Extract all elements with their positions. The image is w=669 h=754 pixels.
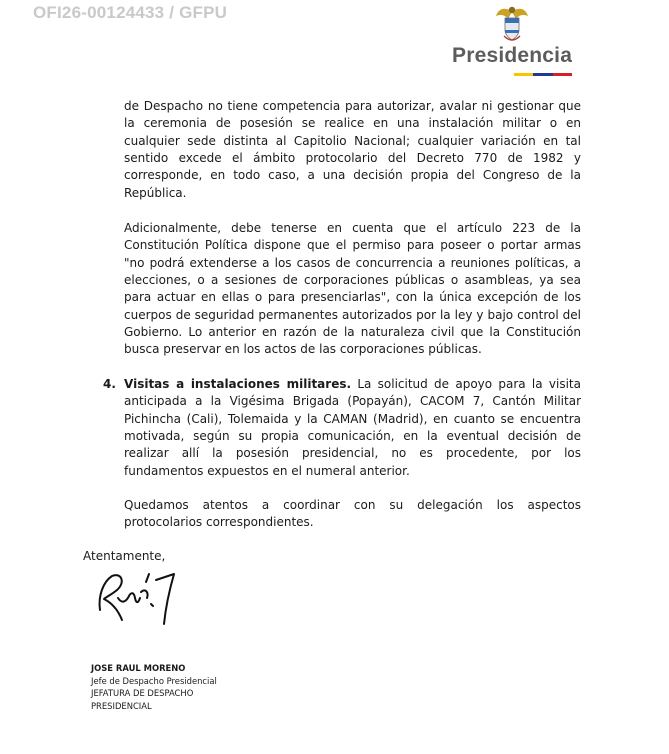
paragraph-articulo-223: Adicionalmente, debe tenerse en cuenta que el artículo 223 de la Constitución Política dispone que el permiso para poseer o portar armas "no podrá extenderse a los casos de concurrencia a reuniones políticas, a elecciones, o a sesiones de corporaciones públicas o asambleas, ya sea para actuar en ellas o para presenciarlas", con la única excepción de los cuerpos de seguridad permanentes autorizados por la ley y bajo control del Gobierno. Lo anterior en razón de la naturaleza civil que la Constitución busca preservar en los actos de las corporaciones públicas.	[124, 221, 581, 357]
flag-blue	[533, 73, 552, 76]
list-number: 4.	[103, 377, 116, 391]
list-item-title: Visitas a instalaciones militares.	[124, 377, 352, 391]
list-item-text: La solicitud de apoyo para la visita anticipada a la Vigésima Brigada (Popayán), CACOM 7, Cantón Militar Pichincha (Cali), Tolemaida y la CAMAN (Madrid), en cuanto se encuentra motivada, según su propia comunicación, en la eventual decisión de realizar allí la posesión presidencial, no es procedente, por los fundamentos expuestos en el numeral anterior.	[124, 377, 581, 478]
list-item-visitas	[124, 376, 581, 480]
flag-yellow	[514, 73, 533, 76]
closing-salutation: Atentamente,	[83, 549, 166, 563]
presidencia-logo	[452, 4, 572, 78]
signer-office-cont: PRESIDENCIAL	[91, 700, 152, 711]
signer-block	[91, 662, 217, 712]
paragraph-cierre: Quedamos atentos a coordinar con su delegación los aspectos protocolarios correspondientes.	[124, 498, 581, 530]
logo-wordmark: Presidencia	[452, 44, 573, 67]
signer-office: JEFATURA DE DESPACHO	[91, 688, 194, 698]
coat-of-arms-icon	[495, 4, 529, 44]
flag-strip	[514, 73, 572, 76]
filing-code: OFI26-00124433 / GFPU	[33, 3, 228, 22]
signer-name: JOSE RAUL MORENO	[91, 663, 186, 673]
signer-title: Jefe de Despacho Presidencial	[91, 675, 217, 686]
handwritten-signature	[94, 568, 184, 632]
paragraph-despacho: de Despacho no tiene competencia para autorizar, avalar ni gestionar que la ceremonia de posesión se realice en una instalación militar o en cualquier sede distinta al Capitolio Nacional; cualquier variación en tal sentido excede el ámbito protocolario del Decreto 770 de 1982 y corresponde, en todo caso, a una decisión propia del Congreso de la República.	[124, 99, 581, 200]
flag-red	[553, 73, 572, 76]
